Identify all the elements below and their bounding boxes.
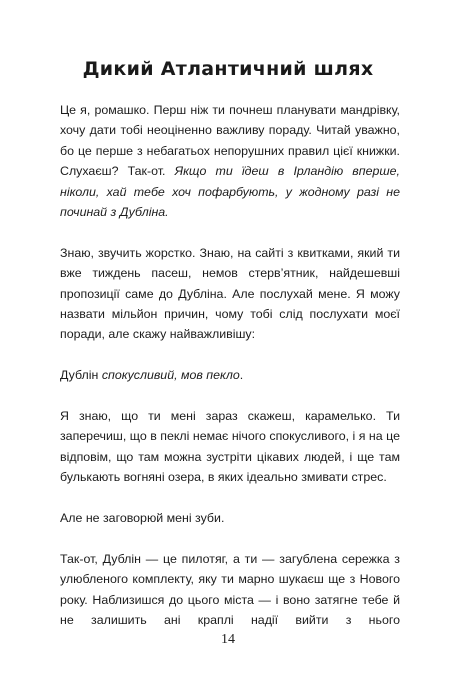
paragraph-1-text: Це я, ромашко. Перш ніж ти почнеш планувати мандрівку, хочу дати тобі неоціненно важливу пораду. Читай уважно, бо це перше з небагатьох непорушних правил цієї книжки. Слухаєш? Так-от. (60, 103, 400, 179)
chapter-title: Дикий Атлантичний шлях (82, 58, 374, 80)
page-number: 14 (221, 632, 235, 647)
paragraph-3-emphasis: спокусливий, мов пекло (101, 368, 240, 383)
body-text (60, 100, 400, 630)
paragraph-1-emphasis: Якщо ти їдеш в Ірландію вперше, ніколи, хай тебе хоч пофарбують, у жодному разі не починай з Дубліна. (60, 164, 400, 220)
paragraph-4: Я знаю, що ти мені зараз скажеш, карамелько. Ти заперечиш, що в пеклі немає нічого спокусливого, і я на це відповім, що там можна зустріти цікавих людей, і ще там булькають вогняні озера, в яких ідеально змивати стрес. (60, 409, 400, 485)
paragraph-3-text: Дублін (60, 368, 102, 383)
paragraph-3-period: . (239, 368, 244, 383)
paragraph-5: Але не заговорюй мені зуби. (60, 511, 225, 526)
paragraph-3-quote (60, 365, 400, 385)
paragraph-2: Знаю, звучить жорстко. Знаю, на сайті з квитками, який ти вже тиждень пасеш, немов стерв’ятник, найдешевші пропозиції саме до Дубліна. Але послухай мене. Я можу назвати мільйон причин, чому тобі слід послухати моєї поради, але скажу найважливішу: (60, 245, 400, 342)
paragraph-6: Так-от, Дублін — це пилотяг, а ти — загублена сережка з улюбленого комплекту, яку ти марно шукаєш ще з Нового року. Наблизишся до цього міста — і воно затягне тебе й не залишить ані краплі надії вийти з нього (60, 551, 400, 628)
paragraph-1 (60, 100, 400, 222)
